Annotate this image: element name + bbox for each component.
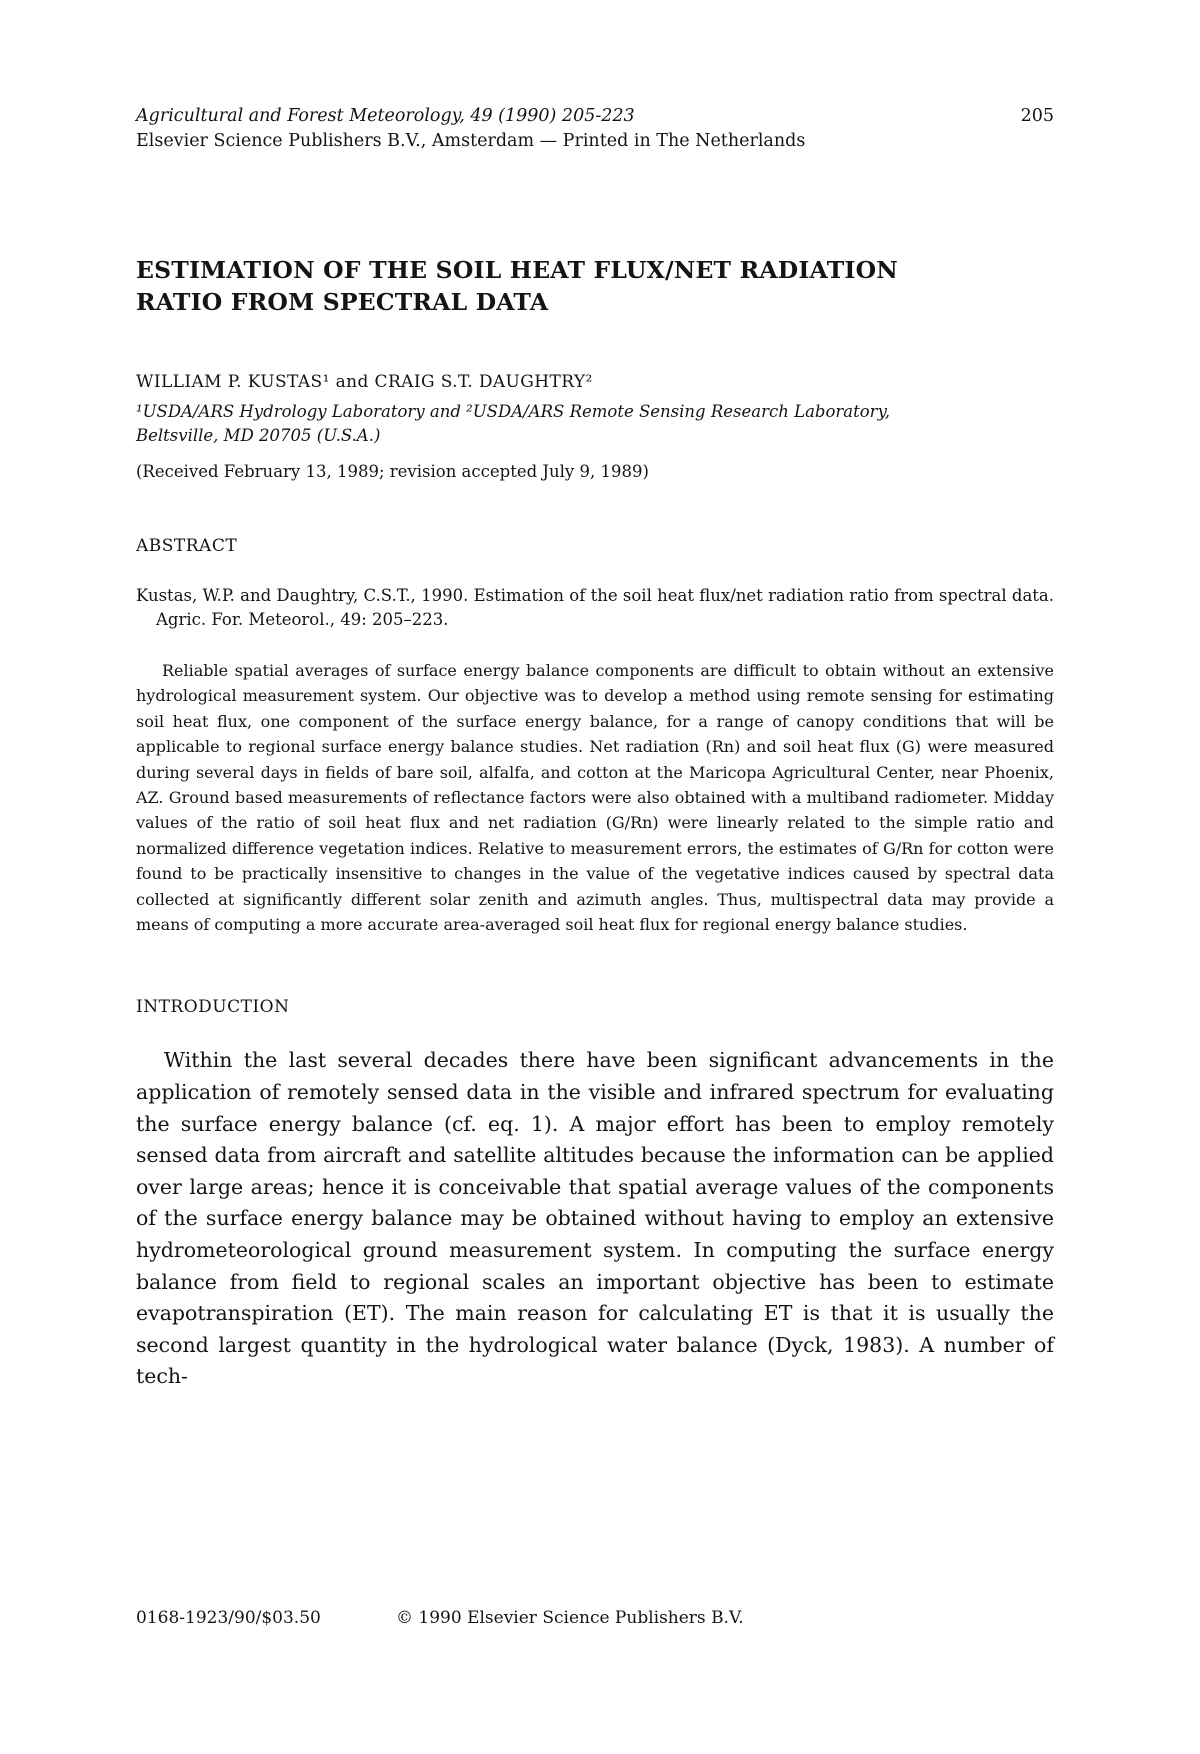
affiliation-line-2: Beltsville, MD 20705 (U.S.A.) <box>136 426 381 445</box>
article-citation: Kustas, W.P. and Daughtry, C.S.T., 1990. Estimation of the soil heat flux/net radiation ratio from spectral data. Agric. For. Meteorol., 49: 205–223. <box>136 586 1054 629</box>
issn-price: 0168-1923/90/$03.50 <box>136 1608 321 1628</box>
received-dates: (Received February 13, 1989; revision accepted July 9, 1989) <box>136 462 649 481</box>
journal-citation: Agricultural and Forest Meteorology, 49 (1990) 205-223 <box>136 106 635 126</box>
copyright-notice: © 1990 Elsevier Science Publishers B.V. <box>396 1608 744 1628</box>
page-footer <box>136 1606 1054 1630</box>
abstract-text: Reliable spatial averages of surface energy balance components are difficult to obtain without an extensive hydrological measurement system. Our objective was to develop a method using remote sensing for estimating soil heat flux, one component of the surface energy balance, for a range of canopy conditions that will be applicable to regional surface energy balance studies. Net radiation (Rn) and soil heat flux (G) were measured during several days in fields of bare soil, alfalfa, and cotton at the Maricopa Agricultural Center, near Phoenix, AZ. Ground based measurements of reflectance factors were also obtained with a multiband radiometer. Midday values of the ratio of soil heat flux and net radiation (G/Rn) were linearly related to the simple ratio and normalized difference vegetation indices. Relative to measurement errors, the estimates of G/Rn for cotton were found to be practically insensitive to changes in the value of the vegetative indices caused by spectral data collected at significantly different solar zenith and azimuth angles. Thus, multispectral data may provide a means of computing a more accurate area-averaged soil heat flux for regional energy balance studies. <box>136 661 1054 935</box>
author-list: WILLIAM P. KUSTAS¹ and CRAIG S.T. DAUGHTRY² <box>136 372 593 392</box>
publisher-line: Elsevier Science Publishers B.V., Amsterdam — Printed in The Netherlands <box>136 131 806 151</box>
introduction-text: Within the last several decades there have been significant advancements in the application of remotely sensed data in the visible and infrared spectrum for evaluating the surface energy balance (cf. eq. 1). A major effort has been to employ remotely sensed data from aircraft and satellite altitudes because the information can be applied over large areas; hence it is conceivable that spatial average values of the components of the surface energy balance may be obtained without having to employ an extensive hydrometeorological ground measurement system. In computing the surface energy balance from field to regional scales an important objective has been to estimate evapotranspiration (ET). The main reason for calculating ET is that it is usually the second largest quantity in the hydrological water balance (Dyck, 1983). A number of tech- <box>136 1048 1054 1389</box>
affiliations <box>136 400 1054 448</box>
title-line-2: RATIO FROM SPECTRAL DATA <box>136 288 549 316</box>
article-title <box>136 254 1054 318</box>
title-line-1: ESTIMATION OF THE SOIL HEAT FLUX/NET RADIATION <box>136 256 898 284</box>
affiliation-line-1: ¹USDA/ARS Hydrology Laboratory and ²USDA/ARS Remote Sensing Research Laboratory, <box>136 402 890 421</box>
article-page <box>136 104 1054 1393</box>
introduction-heading: INTRODUCTION <box>136 997 290 1018</box>
running-header <box>136 104 1054 129</box>
abstract-heading: ABSTRACT <box>136 536 238 556</box>
page-number: 205 <box>1020 106 1054 126</box>
